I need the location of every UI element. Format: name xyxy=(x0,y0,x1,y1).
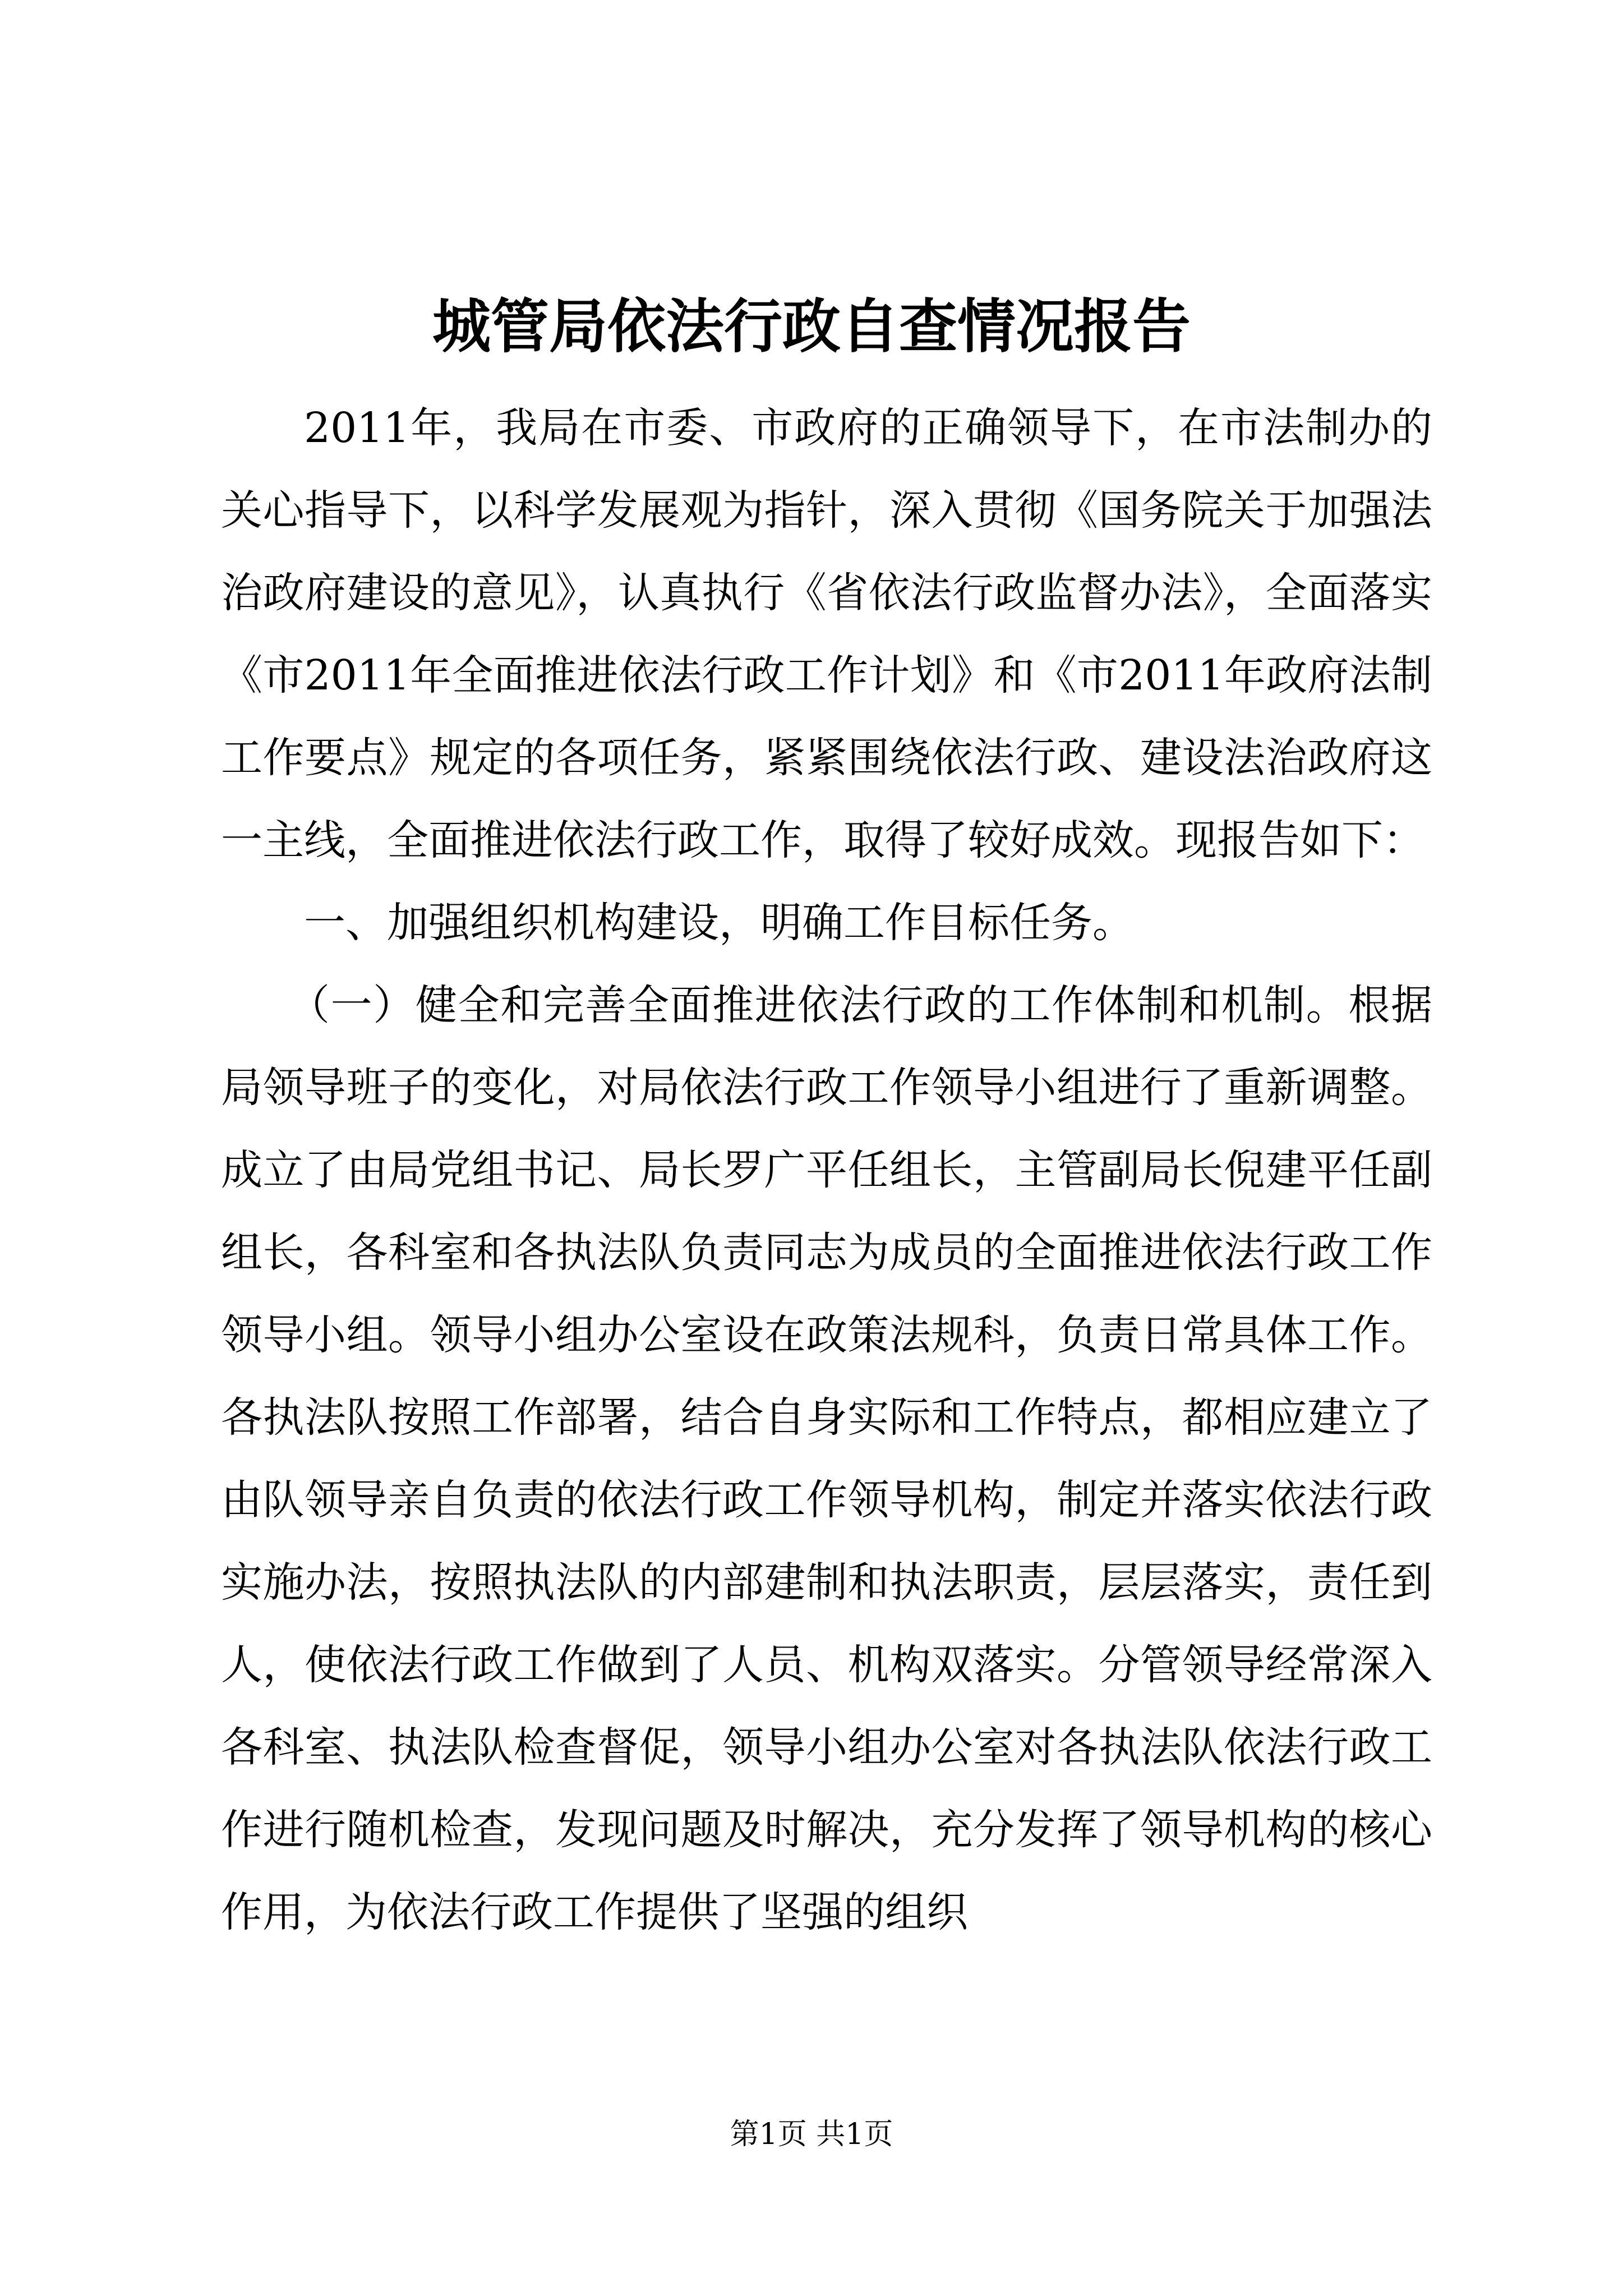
document-title: 城管局依法行政自查情况报告 xyxy=(432,292,1191,361)
page-number-label: 第1页 共1页 xyxy=(730,2118,893,2151)
paragraph-section-1-1: （一）健全和完善全面推进依法行政的工作体制和机制。根据局领导班子的变化，对局依法行政工作领导小组进行了重新调整。成立了由局党组书记、局长罗广平任组长，主管副局长倪建平任副组长，各科室和各执法队负责同志为成员的全面推进依法行政工作领导小组。领导小组办公室设在政策法规科，负责日常具体工作。各执法队按照工作部署，结合自身实际和工作特点，都相应建立了由队领导亲自负责的依法行政工作领导机构，制定并落实依法行政实施办法，按照执法队的内部建制和执法职责，层层落实，责任到人，使依法行政工作做到了人员、机构双落实。分管领导经常深入各科室、执法队检查督促，领导小组办公室对各执法队依法行政工作进行随机检查，发现问题及时解决，充分发挥了领导机构的核心作用，为依法行政工作提供了坚强的组织 xyxy=(221,981,1432,1936)
page-footer xyxy=(0,2115,1623,2154)
paragraph-intro: 2011年，我局在市委、市政府的正确领导下，在市法制办的关心指导下，以科学发展观为指针，深入贯彻《国务院关于加强法治政府建设的意见》，认真执行《省依法行政监督办法》，全面落实《市2011年全面推进依法行政工作计划》和《市2011年政府法制工作要点》规定的各项任务，紧紧围绕依法行政、建设法治政府这一主线，全面推进依法行政工作，取得了较好成效。现报告如下： xyxy=(221,404,1432,864)
document-body xyxy=(221,387,1432,1954)
section-heading-1: 一、加强组织机构建设，明确工作目标任务。 xyxy=(304,899,1134,947)
